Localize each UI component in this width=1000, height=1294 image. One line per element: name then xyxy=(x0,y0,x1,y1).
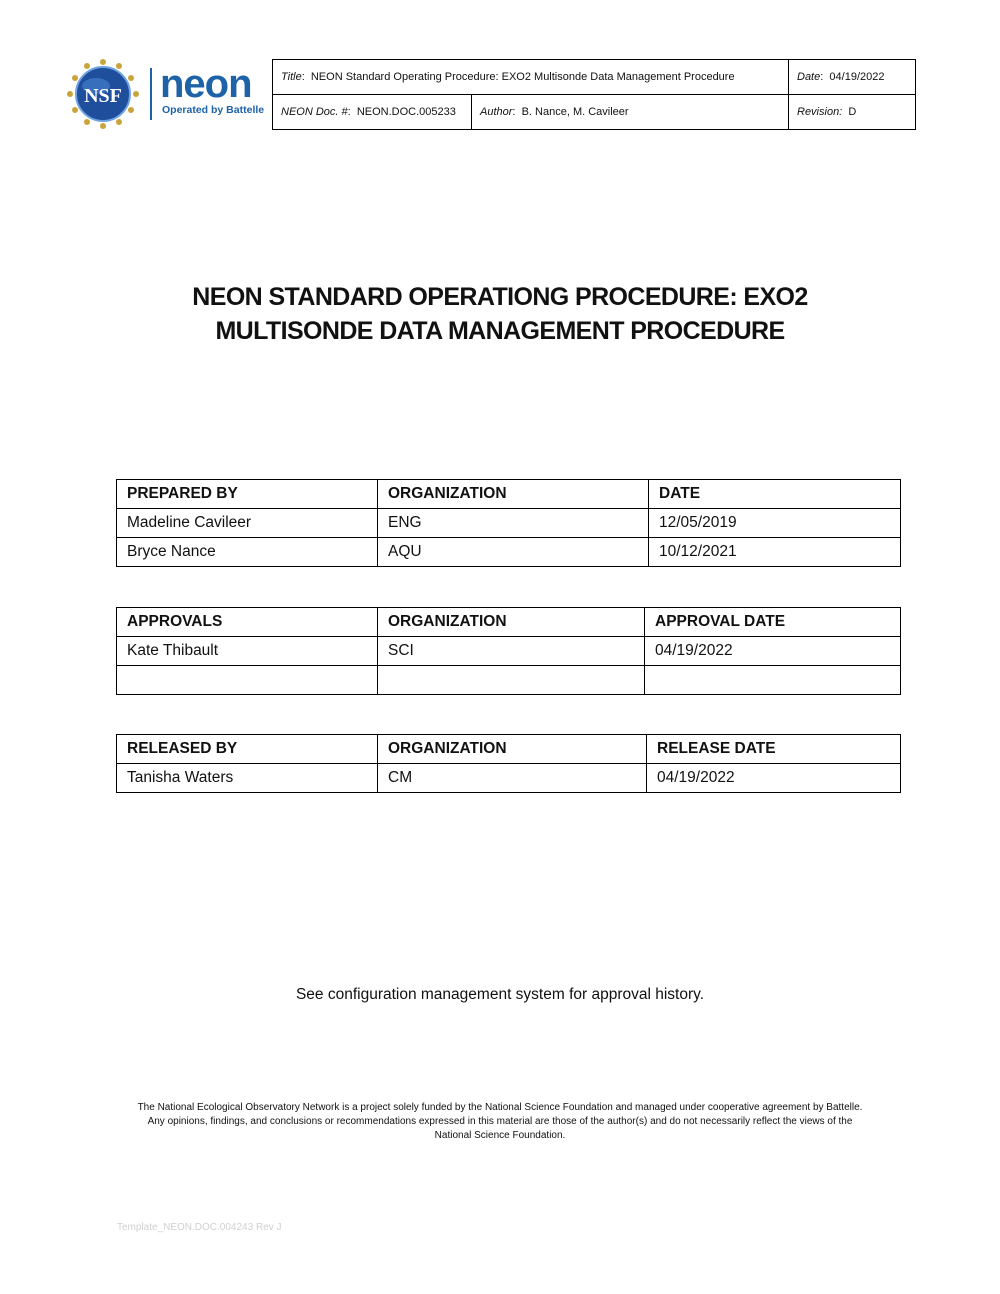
disclaimer-line: National Science Foundation. xyxy=(434,1130,566,1141)
document-title-line1: NEON STANDARD OPERATIONG PROCEDURE: EXO2 xyxy=(192,283,808,311)
table-row: Tanisha Waters CM 04/19/2022 xyxy=(117,764,901,793)
disclaimer-line: The National Ecological Observatory Network is a project solely funded by the National Science Foundation and managed under cooperative agreement by Battelle. xyxy=(137,1102,863,1113)
funding-disclaimer xyxy=(100,1101,900,1143)
approvals-table xyxy=(116,607,901,695)
header-date-cell: Date: 04/19/2022 xyxy=(789,60,916,95)
header-title-value: NEON Standard Operating Procedure: EXO2 Multisonde Data Management Procedure xyxy=(310,71,735,83)
header-author-cell: Author: B. Nance, M. Cavileer xyxy=(472,95,789,130)
svg-text:NSF: NSF xyxy=(84,85,122,107)
neon-wordmark: neon xyxy=(160,62,252,106)
table-row: Madeline Cavileer ENG 12/05/2019 xyxy=(117,509,901,538)
table-header-row: PREPARED BY ORGANIZATION DATE xyxy=(117,480,901,509)
nsf-seal-logo xyxy=(66,58,140,130)
table-header-row: RELEASED BY ORGANIZATION RELEASE DATE xyxy=(117,735,901,764)
header-info-table xyxy=(272,59,916,130)
header-title-cell: Title: NEON Standard Operating Procedure: EXO2 Multisonde Data Management Procedure xyxy=(273,60,789,95)
config-management-note: See configuration management system for approval history. xyxy=(295,986,705,1003)
header-revision-cell: Revision: D xyxy=(789,95,916,130)
header-author-value: B. Nance, M. Cavileer xyxy=(521,106,629,118)
document-title xyxy=(100,280,900,348)
template-id: Template_NEON.DOC.004243 Rev J xyxy=(117,1222,282,1233)
document-title-line2: MULTISONDE DATA MANAGEMENT PROCEDURE xyxy=(215,317,785,345)
table-header-row: APPROVALS ORGANIZATION APPROVAL DATE xyxy=(117,608,901,637)
released-by-table xyxy=(116,734,901,793)
header-doc-cell: NEON Doc. #: NEON.DOC.005233 xyxy=(273,95,472,130)
table-row: Bryce Nance AQU 10/12/2021 xyxy=(117,538,901,567)
header-revision-value: D xyxy=(848,106,857,118)
table-row: Kate Thibault SCI 04/19/2022 xyxy=(117,637,901,666)
prepared-by-table xyxy=(116,479,901,567)
logo-area xyxy=(66,58,270,130)
header-date-value: 04/19/2022 xyxy=(829,71,885,83)
neon-subtitle: Operated by Battelle xyxy=(162,104,265,116)
header-doc-value: NEON.DOC.005233 xyxy=(356,106,456,118)
logo-divider xyxy=(150,68,152,120)
disclaimer-line: Any opinions, findings, and conclusions or recommendations expressed in this material are those of the author(s) and do not necessarily reflect the views of the xyxy=(147,1116,853,1127)
table-row xyxy=(117,666,901,695)
